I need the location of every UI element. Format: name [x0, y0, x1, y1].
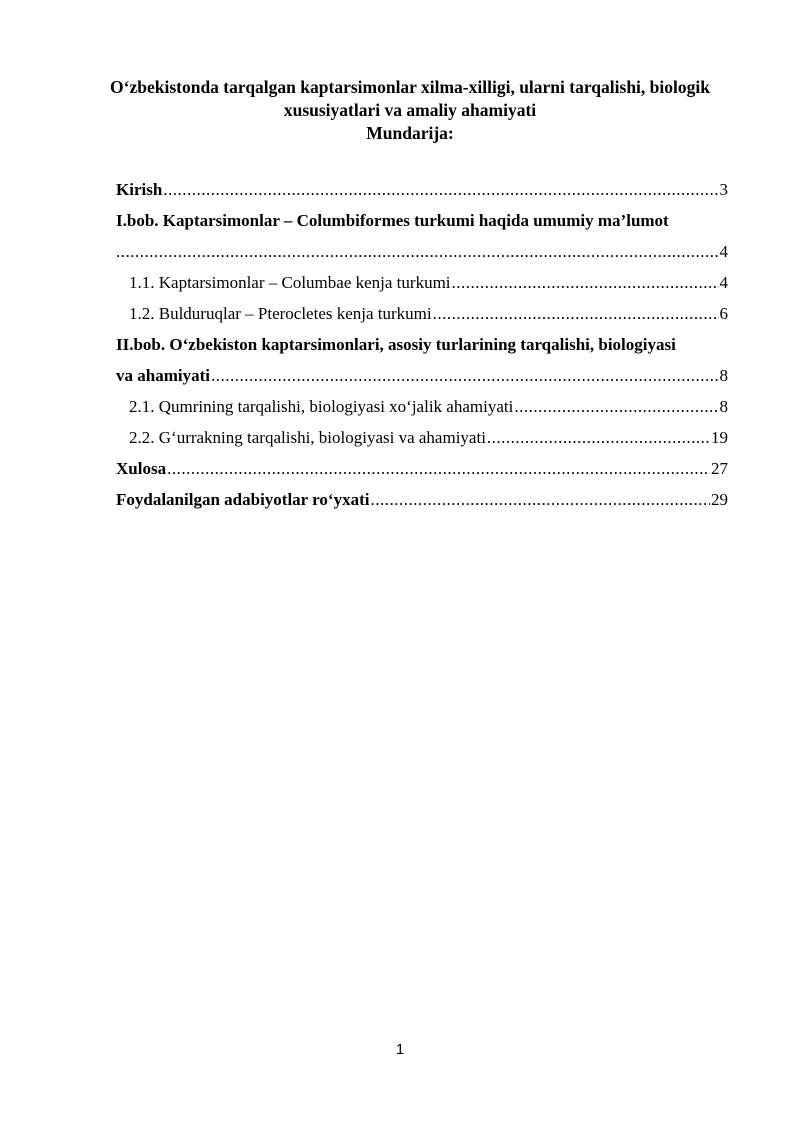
toc-entry-label: 1.1. Kaptarsimonlar – Columbae kenja turkumi [129, 273, 451, 292]
dot-leader [452, 267, 719, 298]
toc-entry-label: 2.1. Qumrining tarqalishi, biologiyasi xo‘jalik ahamiyati [129, 397, 514, 416]
toc-entry-label: I.bob. Kaptarsimonlar – Columbiformes turkumi haqida umumiy ma’lumot [116, 211, 669, 230]
toc-entry-page: 6 [719, 304, 728, 323]
page-number: 1 [395, 1041, 405, 1058]
toc-entry-page: 27 [711, 459, 728, 478]
toc-entry-page: 29 [711, 490, 728, 509]
toc-entry-page: 8 [719, 397, 728, 416]
dot-leader [163, 174, 718, 205]
toc-entry-xulosa[interactable] [116, 453, 728, 484]
toc-entry-label: Xulosa [116, 459, 167, 478]
toc-entry-label: va ahamiyati [116, 366, 210, 385]
toc-entry-label: II.bob. O‘zbekiston kaptarsimonlari, asosiy turlarining tarqalishi, biologiyasi [116, 335, 676, 354]
toc-entry-label: Foydalanilgan adabiyotlar ro‘yxati [116, 490, 370, 509]
toc-entry-label: Kirish [116, 180, 163, 199]
toc-entry-page: 8 [719, 366, 728, 385]
dot-leader [211, 360, 719, 391]
dot-leader [116, 236, 719, 267]
toc-entry-section-1-1[interactable] [116, 267, 728, 298]
dot-leader [514, 391, 718, 422]
dot-leader [370, 484, 710, 515]
title-line-1: O‘zbekistonda tarqalgan kaptarsimonlar xilma-xilligi, ularni tarqalishi, biologik [110, 77, 710, 97]
table-of-contents [116, 174, 728, 515]
toc-entry-section-2-2[interactable] [116, 422, 728, 453]
toc-entry-label: 2.2. G‘urrakning tarqalishi, biologiyasi va ahamiyati [129, 428, 486, 447]
dot-leader [487, 422, 710, 453]
toc-entry-chapter-1-title[interactable] [116, 205, 728, 236]
toc-entry-page: 19 [711, 428, 728, 447]
title-line-2: xususiyatlari va amaliy ahamiyati [283, 100, 537, 120]
toc-heading: Mundarija: [366, 123, 454, 143]
dot-leader [433, 298, 719, 329]
document-title [60, 76, 760, 145]
toc-entry-kirish[interactable] [116, 174, 728, 205]
toc-entry-section-2-1[interactable] [116, 391, 728, 422]
toc-entry-adabiyotlar[interactable] [116, 484, 728, 515]
toc-entry-page: 4 [719, 242, 728, 261]
dot-leader [167, 453, 710, 484]
toc-entry-chapter-1-leader[interactable] [116, 236, 728, 267]
toc-entry-page: 3 [719, 180, 728, 199]
toc-entry-label: 1.2. Bulduruqlar – Pterocletes kenja turkumi [129, 304, 432, 323]
toc-entry-page: 4 [719, 273, 728, 292]
toc-entry-chapter-2-leader[interactable] [116, 360, 728, 391]
toc-entry-section-1-2[interactable] [116, 298, 728, 329]
toc-entry-chapter-2-title[interactable] [116, 329, 728, 360]
